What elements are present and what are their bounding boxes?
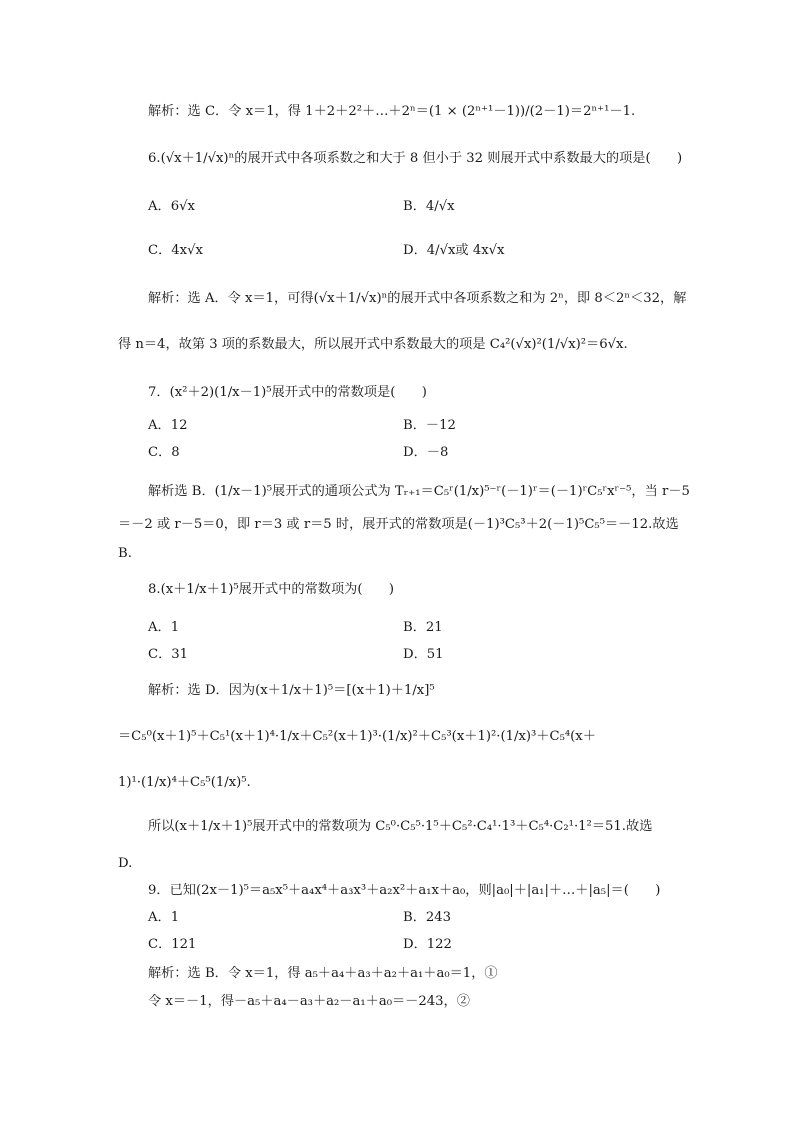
question-9-option-d: D．122 bbox=[403, 937, 452, 952]
question-8-option-b: B．21 bbox=[403, 620, 443, 635]
question-7-option-b: B．－12 bbox=[403, 418, 456, 433]
solution-7-line-3: B. bbox=[118, 546, 132, 561]
solution-9-line-1: 解析：选 B．令 x＝1，得 a₅＋a₄＋a₃＋a₂＋a₁＋a₀＝1，① bbox=[148, 966, 498, 981]
question-9-option-a: A．1 bbox=[148, 910, 180, 925]
solution-7-line-2: ＝－2 或 r－5＝0，即 r＝3 或 r＝5 时，展开式的常数项是(－1)³C₅³＋2(－1)⁵C₅⁵＝－12.故选 bbox=[118, 517, 679, 532]
question-7-option-c: C．8 bbox=[148, 445, 180, 460]
question-6-option-d: D．4/√x或 4x√x bbox=[403, 243, 505, 258]
question-8-option-a: A．1 bbox=[148, 620, 180, 635]
question-6-option-b: B．4/√x bbox=[403, 199, 455, 214]
solution-5-text: 解析：选 C．令 x＝1，得 1＋2＋2²＋…＋2ⁿ＝(1 × (2ⁿ⁺¹－1))/(2－1)＝2ⁿ⁺¹－1. bbox=[148, 104, 636, 119]
solution-7-line-1: 解析选 B．(1/x－1)⁵展开式的通项公式为 Tᵣ₊₁＝C₅ʳ(1/x)⁵⁻ʳ(－1)ʳ＝(－1)ʳC₅ʳxʳ⁻⁵，当 r－5 bbox=[148, 484, 690, 499]
question-6-stem: 6.(√x＋1/√x)ⁿ的展开式中各项系数之和大于 8 但小于 32 则展开式中系数最大的项是( ) bbox=[148, 151, 683, 166]
solution-8-line-2: ＝C₅⁰(x＋1)⁵＋C₅¹(x＋1)⁴·1/x＋C₅²(x＋1)³·(1/x)²＋C₅³(x＋1)²·(1/x)³＋C₅⁴(x＋ bbox=[118, 729, 596, 744]
solution-8-line-4: 所以(x＋1/x＋1)⁵展开式中的常数项为 C₅⁰·C₅⁵·1⁵＋C₅²·C₄¹·1³＋C₅⁴·C₂¹·1²＝51.故选 bbox=[148, 819, 653, 834]
question-8-stem: 8.(x＋1/x＋1)⁵展开式中的常数项为( ) bbox=[148, 582, 394, 597]
question-8-option-d: D．51 bbox=[403, 647, 444, 662]
solution-9-line-2: 令 x＝－1，得－a₅＋a₄－a₃＋a₂－a₁＋a₀＝－243，② bbox=[148, 994, 470, 1009]
solution-8-line-5: D. bbox=[118, 856, 133, 871]
solution-6-line-1: 解析：选 A．令 x＝1，可得(√x＋1/√x)ⁿ的展开式中各项系数之和为 2ⁿ，即 8＜2ⁿ＜32，解 bbox=[148, 291, 687, 306]
question-9-stem: 9．已知(2x－1)⁵＝a₅x⁵＋a₄x⁴＋a₃x³＋a₂x²＋a₁x＋a₀，则|a₀|＋|a₁|＋…＋|a₅|＝( ) bbox=[148, 883, 661, 898]
question-9-option-b: B．243 bbox=[403, 910, 452, 925]
question-6-option-c: C．4x√x bbox=[148, 243, 203, 258]
solution-8-line-1: 解析：选 D．因为(x＋1/x＋1)⁵＝[(x＋1)＋1/x]⁵ bbox=[148, 683, 435, 698]
question-8-option-c: C．31 bbox=[148, 647, 189, 662]
question-7-stem: 7．(x²＋2)(1/x－1)⁵展开式中的常数项是( ) bbox=[148, 385, 427, 400]
question-7-option-a: A．12 bbox=[148, 418, 188, 433]
question-7-option-d: D．－8 bbox=[403, 445, 449, 460]
solution-6-line-2: 得 n＝4，故第 3 项的系数最大，所以展开式中系数最大的项是 C₄²(√x)²(1/√x)²＝6√x. bbox=[118, 337, 628, 352]
solution-8-line-3: 1)¹·(1/x)⁴＋C₅⁵(1/x)⁵. bbox=[118, 775, 251, 790]
question-9-option-c: C．121 bbox=[148, 937, 197, 952]
question-6-option-a: A．6√x bbox=[148, 199, 195, 214]
